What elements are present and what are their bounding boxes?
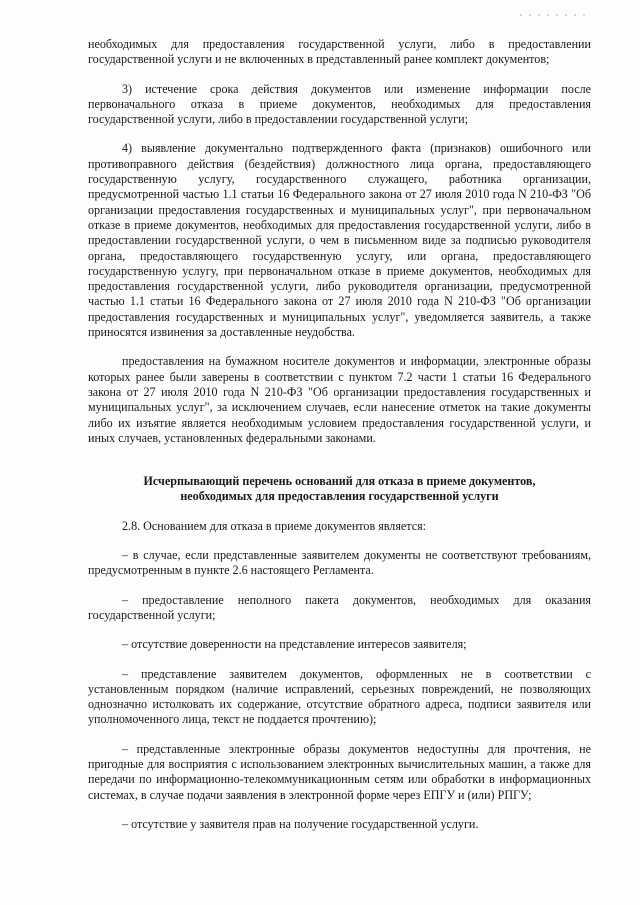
section-heading <box>88 474 591 505</box>
ground-item: – отсутствие доверенности на представление интересов заявителя; <box>122 637 467 652</box>
ground-item: – отсутствие у заявителя прав на получение государственной услуги. <box>122 816 479 831</box>
clause-2-8: 2.8. Основанием для отказа в приеме документов является: <box>122 518 426 533</box>
document-body <box>88 37 591 832</box>
section-heading-line-2: необходимых для предоставления государственной услуги <box>180 489 499 504</box>
ground-item: – представленные электронные образы документов недоступны для прочтения, не пригодные для восприятия с использованием электронных вычислительных машин, а также для передачи по информационно-телекоммуникационным сетям или обработки в информационных системах, в случае подачи заявления в электронной форме через ЕПГУ и (или) РПГУ; <box>88 741 591 802</box>
list-item-4: 4) выявление документально подтвержденного факта (признаков) ошибочного или противоправного действия (бездействия) должностного лица органа, предоставляющего государственную услугу, государственного служащего, работника организации, предусмотренной частью 1.1 статьи 16 Федерального закона от 27 июля 2010 года N 210-ФЗ "Об организации предоставления государственных и муниципальных услуг", при первоначальном отказе в приеме документов, необходимых для предоставления государственной услуги, либо в предоставлении государственной услуги, о чем в письменном виде за подписью руководителя органа, предоставляющего государственную услугу, или органа, предоставляющего государственную услугу, при первоначальном отказе в приеме документов, необходимых для предоставления государственной услуги, либо руководителя организации, предусмотренной частью 1.1 статьи 16 Федерального закона от 27 июля 2010 года N 210-ФЗ "Об организации предоставления государственных и муниципальных услуг", уведомляется заявитель, а также приносятся извинения за доставленные неудобства. <box>88 141 591 340</box>
paragraph-paper-documents: предоставления на бумажном носителе документов и информации, электронные образы которых ранее были заверены в соответствии с пунктом 7.2 части 1 статьи 16 Федерального закона от 27 июля 2010 года N 210-ФЗ "Об организации предоставления государственных и муниципальных услуг", за исключением случаев, если нанесение отметок на такие документы либо их изъятие является необходимым условием предоставления государственной услуги, и иных случаев, установленных федеральными законами. <box>88 354 591 445</box>
ground-item: – представление заявителем документов, оформленных не в соответствии с установленным порядком (наличие исправлений, серьезных повреждений, не позволяющих однозначно истолковать их содержание, отсутствие обратного адреса, подписи заявителя или уполномоченного лица, текст не поддается прочтению); <box>88 666 591 727</box>
ground-item: – предоставление неполного пакета документов, необходимых для оказания государственной услуги; <box>88 592 591 622</box>
list-item-3: 3) истечение срока действия документов или изменение информации после первоначального отказа в приеме документов, необходимых для предоставления государственной услуги, либо в предоставлении государственной услуги; <box>88 81 591 127</box>
scan-artifact <box>520 14 590 16</box>
paragraph-continuation: необходимых для предоставления государственной услуги, либо в предоставлении государственной услуги и не включенных в представленный ранее комплект документов; <box>88 37 591 67</box>
ground-item: – в случае, если представленные заявителем документы не соответствуют требованиям, предусмотренным в пункте 2.6 настоящего Регламента. <box>88 548 591 578</box>
section-heading-line-1: Исчерпывающий перечень оснований для отказа в приеме документов, <box>143 474 536 489</box>
